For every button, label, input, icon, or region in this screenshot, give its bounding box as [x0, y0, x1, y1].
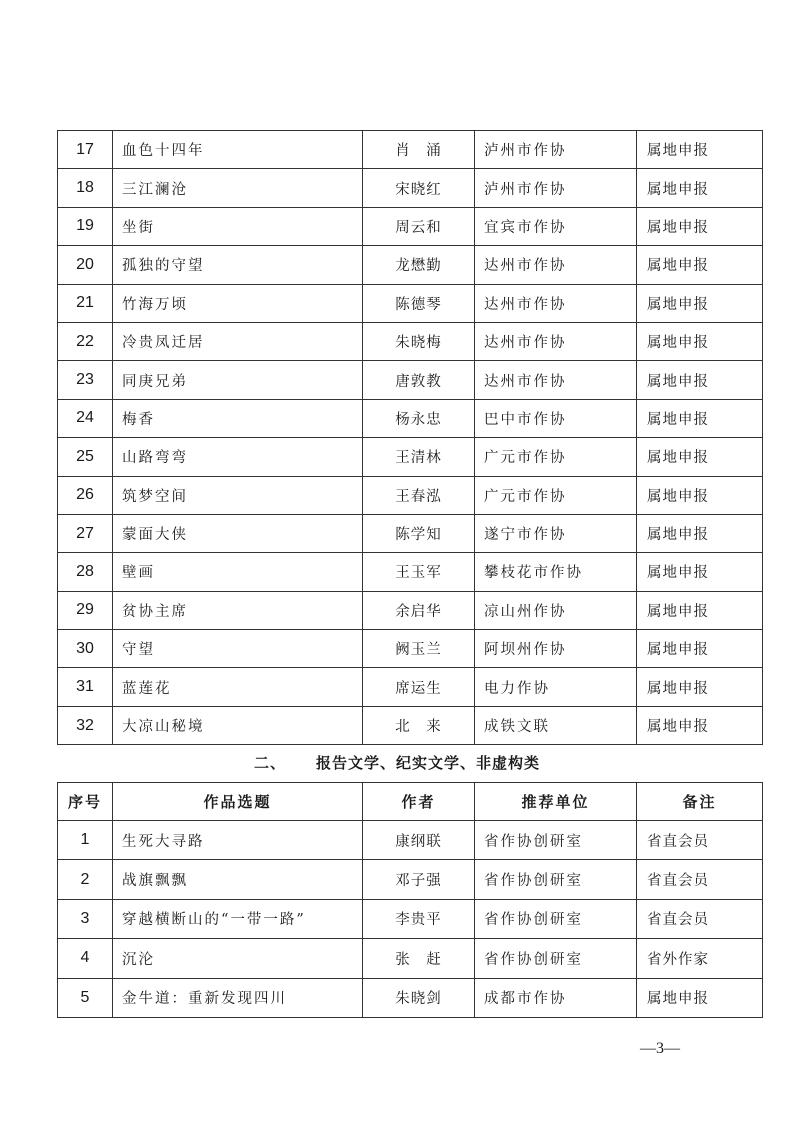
- remark: 属地申报: [637, 630, 763, 668]
- work-author: 阙玉兰: [363, 630, 475, 668]
- table-row: [58, 860, 763, 899]
- table-row: [58, 284, 763, 322]
- recommending-unit: 阿坝州作协: [475, 630, 637, 668]
- work-title: 大凉山秘境: [113, 706, 363, 744]
- recommending-unit: 泸州市作协: [475, 131, 637, 169]
- table-row: [58, 939, 763, 978]
- works-table-body: [58, 131, 763, 745]
- work-title: 守望: [113, 630, 363, 668]
- remark: 属地申报: [637, 476, 763, 514]
- table-row: [58, 514, 763, 552]
- row-number: 24: [58, 399, 113, 437]
- work-author: 邓子强: [363, 860, 475, 899]
- work-title: 金牛道：重新发现四川: [113, 978, 363, 1017]
- work-author: 康纲联: [363, 821, 475, 860]
- work-author: 席运生: [363, 668, 475, 706]
- work-title: 壁画: [113, 553, 363, 591]
- table-row: [58, 706, 763, 744]
- table-row: [58, 399, 763, 437]
- remark: 属地申报: [637, 978, 763, 1017]
- recommending-unit: 遂宁市作协: [475, 514, 637, 552]
- table-row: [58, 668, 763, 706]
- remark: 属地申报: [637, 207, 763, 245]
- remark: 属地申报: [637, 131, 763, 169]
- work-title: 孤独的守望: [113, 246, 363, 284]
- row-number: 21: [58, 284, 113, 322]
- work-author: 肖 涌: [363, 131, 475, 169]
- work-author: 杨永忠: [363, 399, 475, 437]
- row-number: 32: [58, 706, 113, 744]
- row-number: 25: [58, 438, 113, 476]
- recommending-unit: 达州市作协: [475, 361, 637, 399]
- work-author: 陈学知: [363, 514, 475, 552]
- row-number: 1: [58, 821, 113, 860]
- work-author: 王玉军: [363, 553, 475, 591]
- remark: 省直会员: [637, 899, 763, 938]
- work-author: 李贵平: [363, 899, 475, 938]
- work-title: 蒙面大侠: [113, 514, 363, 552]
- work-author: 宋晓红: [363, 169, 475, 207]
- table-row: [58, 438, 763, 476]
- work-title: 坐街: [113, 207, 363, 245]
- table-row: [58, 553, 763, 591]
- remark: 属地申报: [637, 553, 763, 591]
- table-row: [58, 821, 763, 860]
- recommending-unit: 泸州市作协: [475, 169, 637, 207]
- row-number: 18: [58, 169, 113, 207]
- row-number: 31: [58, 668, 113, 706]
- row-number: 2: [58, 860, 113, 899]
- work-title: 沉沦: [113, 939, 363, 978]
- table-row: [58, 899, 763, 938]
- table-header: [58, 783, 763, 821]
- work-title: 战旗飘飘: [113, 860, 363, 899]
- work-author: 朱晓梅: [363, 322, 475, 360]
- row-number: 3: [58, 899, 113, 938]
- work-author: 朱晓剑: [363, 978, 475, 1017]
- work-title: 山路弯弯: [113, 438, 363, 476]
- table-row: [58, 476, 763, 514]
- recommending-unit: 凉山州作协: [475, 591, 637, 629]
- work-title: 三江澜沧: [113, 169, 363, 207]
- works-table-continued: [57, 130, 763, 745]
- remark: 属地申报: [637, 284, 763, 322]
- remark: 属地申报: [637, 322, 763, 360]
- row-number: 19: [58, 207, 113, 245]
- header-title: 作品选题: [113, 783, 363, 821]
- remark: 省外作家: [637, 939, 763, 978]
- row-number: 23: [58, 361, 113, 399]
- work-title: 筑梦空间: [113, 476, 363, 514]
- table-row: [58, 207, 763, 245]
- section-title: 报告文学、纪实文学、非虚构类: [316, 754, 541, 772]
- work-author: 王春泓: [363, 476, 475, 514]
- table-row: [58, 169, 763, 207]
- recommending-unit: 省作协创研室: [475, 939, 637, 978]
- work-author: 周云和: [363, 207, 475, 245]
- recommending-unit: 省作协创研室: [475, 899, 637, 938]
- work-title: 梅香: [113, 399, 363, 437]
- remark: 属地申报: [637, 399, 763, 437]
- table-row: [58, 630, 763, 668]
- work-author: 北 来: [363, 706, 475, 744]
- remark: 属地申报: [637, 169, 763, 207]
- header-note: 备注: [637, 783, 763, 821]
- table-row: [58, 361, 763, 399]
- row-number: 26: [58, 476, 113, 514]
- work-title: 蓝莲花: [113, 668, 363, 706]
- row-number: 29: [58, 591, 113, 629]
- work-author: 余启华: [363, 591, 475, 629]
- row-number: 20: [58, 246, 113, 284]
- recommending-unit: 达州市作协: [475, 322, 637, 360]
- work-title: 血色十四年: [113, 131, 363, 169]
- recommending-unit: 省作协创研室: [475, 860, 637, 899]
- remark: 属地申报: [637, 438, 763, 476]
- nonfiction-table-body: [58, 821, 763, 1018]
- row-number: 17: [58, 131, 113, 169]
- nonfiction-works-table: [57, 782, 763, 1018]
- recommending-unit: 成都市作协: [475, 978, 637, 1017]
- remark: 属地申报: [637, 591, 763, 629]
- row-number: 30: [58, 630, 113, 668]
- remark: 属地申报: [637, 246, 763, 284]
- header-author: 作者: [363, 783, 475, 821]
- recommending-unit: 广元市作协: [475, 476, 637, 514]
- header-row: [58, 783, 763, 821]
- recommending-unit: 宜宾市作协: [475, 207, 637, 245]
- row-number: 28: [58, 553, 113, 591]
- recommending-unit: 成铁文联: [475, 706, 637, 744]
- table-row: [58, 246, 763, 284]
- remark: 属地申报: [637, 668, 763, 706]
- header-number: 序号: [58, 783, 113, 821]
- work-title: 冷贵凤迁居: [113, 322, 363, 360]
- page-number: —3—: [640, 1040, 680, 1057]
- work-author: 张 赶: [363, 939, 475, 978]
- recommending-unit: 广元市作协: [475, 438, 637, 476]
- table-row: [58, 322, 763, 360]
- table-row: [58, 591, 763, 629]
- work-title: 竹海万顷: [113, 284, 363, 322]
- remark: 属地申报: [637, 514, 763, 552]
- recommending-unit: 省作协创研室: [475, 821, 637, 860]
- remark: 省直会员: [637, 860, 763, 899]
- remark: 属地申报: [637, 361, 763, 399]
- row-number: 5: [58, 978, 113, 1017]
- table-row: [58, 978, 763, 1017]
- row-number: 4: [58, 939, 113, 978]
- header-unit: 推荐单位: [475, 783, 637, 821]
- recommending-unit: 达州市作协: [475, 284, 637, 322]
- recommending-unit: 电力作协: [475, 668, 637, 706]
- section-number: 二、: [253, 754, 286, 772]
- table-row: [58, 131, 763, 169]
- remark: 属地申报: [637, 706, 763, 744]
- work-author: 唐敦教: [363, 361, 475, 399]
- work-title: 生死大寻路: [113, 821, 363, 860]
- row-number: 22: [58, 322, 113, 360]
- recommending-unit: 达州市作协: [475, 246, 637, 284]
- section-heading: [0, 752, 794, 773]
- recommending-unit: 巴中市作协: [475, 399, 637, 437]
- work-title: 同庚兄弟: [113, 361, 363, 399]
- work-title: 穿越横断山的“一带一路”: [113, 899, 363, 938]
- work-author: 龙懋勤: [363, 246, 475, 284]
- row-number: 27: [58, 514, 113, 552]
- work-author: 王清林: [363, 438, 475, 476]
- work-author: 陈德琴: [363, 284, 475, 322]
- work-title: 贫协主席: [113, 591, 363, 629]
- remark: 省直会员: [637, 821, 763, 860]
- recommending-unit: 攀枝花市作协: [475, 553, 637, 591]
